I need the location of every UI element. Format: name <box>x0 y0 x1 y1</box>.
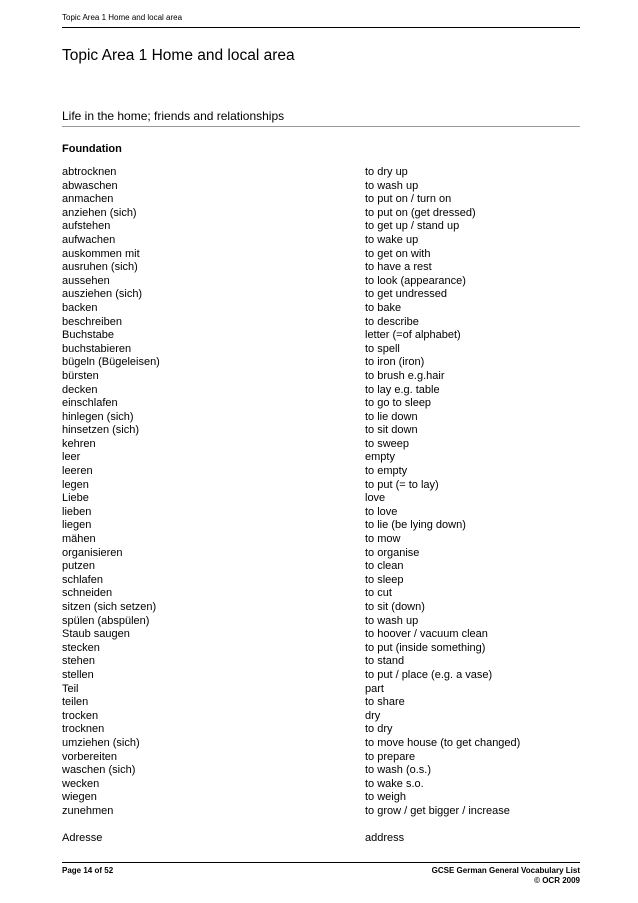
vocab-row <box>62 302 582 316</box>
german-word: stellen <box>62 668 94 681</box>
english-translation: to love <box>365 505 398 518</box>
section-heading: Life in the home; friends and relationships <box>62 109 285 123</box>
english-translation: to wash (o.s.) <box>365 764 432 777</box>
vocab-row <box>62 751 582 765</box>
german-word: leeren <box>62 465 93 478</box>
german-word: schlafen <box>62 573 103 586</box>
german-word: Staub saugen <box>62 628 130 641</box>
english-translation: to get on with <box>365 247 431 260</box>
vocab-row <box>62 601 582 615</box>
english-translation: to spell <box>365 342 400 355</box>
vocab-list <box>62 166 582 819</box>
document-title: GCSE German General Vocabulary List <box>431 866 580 875</box>
english-translation: to dry <box>365 723 393 736</box>
german-word: vorbereiten <box>62 750 118 763</box>
header-rule <box>62 27 580 28</box>
english-translation: to wash up <box>365 179 419 192</box>
german-word: Liebe <box>62 492 89 505</box>
vocab-row <box>62 438 582 452</box>
english-translation: to get undressed <box>365 288 447 301</box>
english-translation: to dry up <box>365 166 408 178</box>
vocab-row <box>62 479 582 493</box>
german-word: Teil <box>62 682 79 695</box>
english-translation: to wash up <box>365 614 419 627</box>
vocab-row <box>62 465 582 479</box>
vocab-row <box>62 506 582 520</box>
german-word: hinsetzen (sich) <box>62 424 140 437</box>
vocab-row <box>62 805 582 819</box>
vocab-row <box>62 519 582 533</box>
german-word: sitzen (sich setzen) <box>62 601 157 613</box>
vocab-row <box>62 275 582 289</box>
english-translation: to share <box>365 696 405 709</box>
vocab-row <box>62 764 582 778</box>
german-word: aussehen <box>62 274 110 287</box>
vocab-row <box>62 492 582 506</box>
vocab-row <box>62 180 582 194</box>
german-word: anmachen <box>62 193 114 206</box>
vocab-row <box>62 451 582 465</box>
vocab-row <box>62 261 582 275</box>
german-word: stecken <box>62 641 100 654</box>
english-translation: to clean <box>365 560 404 573</box>
german-word: stehen <box>62 655 96 668</box>
section-rule <box>62 126 580 127</box>
vocab-row <box>62 288 582 302</box>
vocab-row <box>62 370 582 384</box>
german-word: ausruhen (sich) <box>62 261 138 274</box>
vocab-row <box>62 642 582 656</box>
german-word: hinlegen (sich) <box>62 410 134 423</box>
german-word: schneiden <box>62 587 113 600</box>
german-word: Buchstabe <box>62 329 114 342</box>
german-word: mähen <box>62 533 96 546</box>
copyright: © OCR 2009 <box>534 876 580 885</box>
vocab-row <box>62 587 582 601</box>
page-number: Page 14 of 52 <box>62 866 114 875</box>
english-translation: to wake up <box>365 233 419 246</box>
english-translation: empty <box>365 451 395 464</box>
vocab-row <box>62 737 582 751</box>
german-word: einschlafen <box>62 397 118 410</box>
german-word: teilen <box>62 696 89 709</box>
vocab-row <box>62 533 582 547</box>
english-translation: to prepare <box>365 750 416 763</box>
vocab-row <box>62 411 582 425</box>
english-translation: letter (=of alphabet) <box>365 329 461 342</box>
vocab-row <box>62 560 582 574</box>
english-translation: to bake <box>365 301 402 314</box>
english-translation: to sit down <box>365 424 418 437</box>
vocab-row <box>62 397 582 411</box>
english-translation: to put on / turn on <box>365 193 452 206</box>
level-heading: Foundation <box>62 143 122 155</box>
english-translation: to hoover / vacuum clean <box>365 628 488 641</box>
english-translation: to sit (down) <box>365 601 425 613</box>
english-translation: to grow / get bigger / increase <box>365 804 510 817</box>
german-word: aufstehen <box>62 220 111 233</box>
german-word: leer <box>62 451 81 464</box>
german-word: Adresse <box>62 832 103 844</box>
vocab-row <box>62 547 582 561</box>
vocab-row <box>62 710 582 724</box>
german-word: wecken <box>62 777 100 790</box>
german-word: anziehen (sich) <box>62 206 137 219</box>
vocab-row <box>62 193 582 207</box>
vocab-row <box>62 329 582 343</box>
vocab-row <box>62 791 582 805</box>
vocab-row <box>62 615 582 629</box>
vocab-row <box>62 669 582 683</box>
german-word: trocknen <box>62 723 105 736</box>
english-translation: to brush e.g.hair <box>365 369 445 382</box>
english-translation: to weigh <box>365 791 406 804</box>
english-translation: to lie down <box>365 410 418 423</box>
english-translation: to lay e.g. table <box>365 383 440 396</box>
english-translation: to describe <box>365 315 419 328</box>
german-word: trocken <box>62 709 99 722</box>
german-word: waschen (sich) <box>62 764 136 777</box>
vocab-row <box>62 220 582 234</box>
english-translation: to iron (iron) <box>365 356 425 369</box>
german-word: spülen (abspülen) <box>62 614 150 627</box>
english-translation: to mow <box>365 533 401 546</box>
german-word: lieben <box>62 505 92 518</box>
english-translation: part <box>365 682 384 695</box>
vocab-row <box>62 166 582 180</box>
german-word: zunehmen <box>62 804 114 817</box>
vocab-row <box>62 574 582 588</box>
english-translation: to empty <box>365 465 408 478</box>
german-word: liegen <box>62 519 92 532</box>
german-word: buchstabieren <box>62 342 132 355</box>
footer-info <box>432 866 580 886</box>
english-translation: to put on (get dressed) <box>365 206 476 219</box>
english-translation: to lie (be lying down) <box>365 519 466 532</box>
german-word: legen <box>62 478 89 491</box>
vocab-row <box>62 424 582 438</box>
vocab-row <box>62 343 582 357</box>
vocab-row <box>62 683 582 697</box>
english-translation: to wake s.o. <box>365 777 424 790</box>
german-word: auskommen mit <box>62 247 140 260</box>
vocab-row <box>62 316 582 330</box>
english-translation: dry <box>365 709 381 722</box>
english-translation: to look (appearance) <box>365 274 466 287</box>
german-word: umziehen (sich) <box>62 736 140 749</box>
footer-rule <box>62 862 580 863</box>
german-word: abtrocknen <box>62 166 117 178</box>
english-translation: to cut <box>365 587 392 600</box>
vocab-row <box>62 248 582 262</box>
english-translation: to have a rest <box>365 261 432 274</box>
vocab-row <box>62 628 582 642</box>
german-word: organisieren <box>62 546 123 559</box>
english-translation: address <box>365 832 405 844</box>
german-word: abwaschen <box>62 179 118 192</box>
vocab-extra-row <box>62 832 582 846</box>
english-translation: to go to sleep <box>365 397 432 410</box>
german-word: bürsten <box>62 369 99 382</box>
english-translation: to organise <box>365 546 420 559</box>
vocab-row <box>62 356 582 370</box>
english-translation: to sleep <box>365 573 404 586</box>
vocab-row <box>62 384 582 398</box>
english-translation: to put (= to lay) <box>365 478 439 491</box>
english-translation: to sweep <box>365 437 410 450</box>
vocab-row <box>62 723 582 737</box>
page-title: Topic Area 1 Home and local area <box>62 47 295 64</box>
english-translation: love <box>365 492 386 505</box>
english-translation: to put (inside something) <box>365 641 486 654</box>
german-word: beschreiben <box>62 315 122 328</box>
german-word: backen <box>62 301 98 314</box>
german-word: aufwachen <box>62 233 116 246</box>
german-word: putzen <box>62 560 96 573</box>
german-word: wiegen <box>62 791 97 804</box>
vocab-row <box>62 696 582 710</box>
english-translation: to put / place (e.g. a vase) <box>365 668 493 681</box>
vocab-row <box>62 207 582 221</box>
running-header: Topic Area 1 Home and local area <box>62 13 183 22</box>
vocab-row <box>62 778 582 792</box>
english-translation: to move house (to get changed) <box>365 736 521 749</box>
vocab-row <box>62 655 582 669</box>
vocab-row <box>62 234 582 248</box>
german-word: bügeln (Bügeleisen) <box>62 356 160 369</box>
german-word: decken <box>62 383 98 396</box>
english-translation: to stand <box>365 655 405 668</box>
german-word: ausziehen (sich) <box>62 288 143 301</box>
english-translation: to get up / stand up <box>365 220 460 233</box>
german-word: kehren <box>62 437 96 450</box>
